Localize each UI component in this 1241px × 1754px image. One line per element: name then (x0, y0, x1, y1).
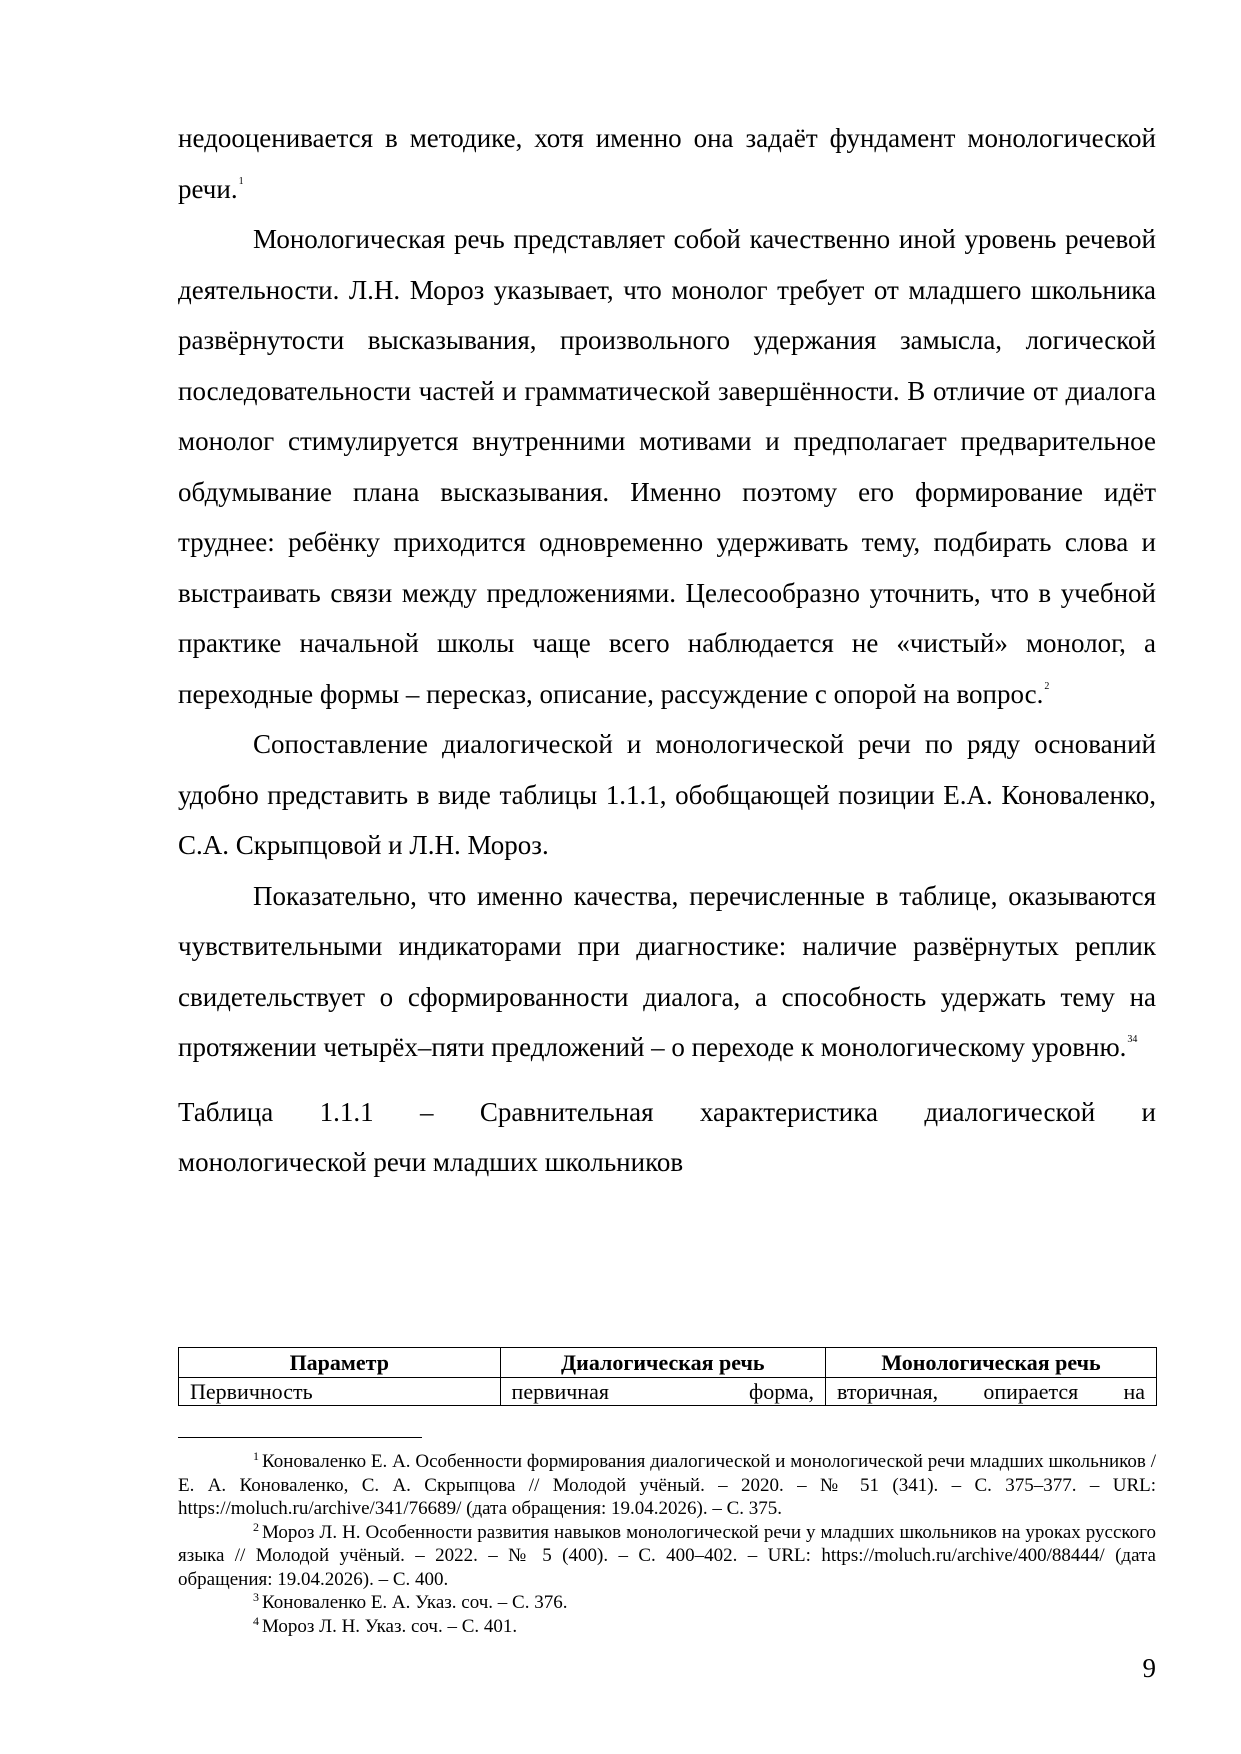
page-number: 9 (1142, 1653, 1156, 1683)
paragraph-text: Монологическая речь представляет собой качественно иной уровень речевой деятельности. Л.Н. Мороз указывает, что монолог требует от младшего школьника развёрнутости высказывания, произвольного удержания замысла, логической последовательности частей и грамматической завершённости. В отличие от диалога монолог стимулируется внутренними мотивами и предполагает предварительное обдумывание плана высказывания. Именно поэтому его формирование идёт труднее: ребёнку приходится одновременно удерживать тему, подбирать слова и выстраивать связи между предложениями. Целесообразно уточнить, что в учебной практике начальной школы чаще всего наблюдается не «чистый» монолог, а переходные формы – пересказ, описание, рассуждение с опорой на вопрос. (178, 224, 1156, 709)
paragraph-1 (178, 113, 1156, 214)
footnote-text: Коноваленко Е. А. Особенности формирования диалогической и монологической речи младших школьников / Е. А. Коноваленко, С. А. Скрыпцова // Молодой учёный. – 2020. – № 51 (341). – С. 375–377. – URL: https://moluch.ru/archive/341/76689/ (дата обращения: 19.04.2026). – С. 375. (178, 1451, 1156, 1519)
table-cell: Первичность (179, 1378, 501, 1406)
footnote-number: 2 (253, 1519, 259, 1534)
table-caption (178, 1087, 1156, 1188)
table-header-monologic: Монологическая речь (825, 1348, 1156, 1378)
table-caption-line-2: монологической речи младших школьников (178, 1147, 684, 1177)
paragraph-text: недооценивается в методике, хотя именно она задаёт фундамент монологической речи. (178, 123, 1156, 204)
footnote-separator (178, 1437, 422, 1438)
footnote-text: Мороз Л. Н. Особенности развития навыков монологической речи у младших школьников на уроках русского языка // Молодой учёный. – 2022. – № 5 (400). – С. 400–402. – URL: https://moluch.ru/archive/400/88444/ (дата обращения: 19.04.2026). – С. 400. (178, 1521, 1156, 1590)
footnote-2 (178, 1521, 1156, 1592)
footnote-text: Коноваленко Е. А. Указ. соч. – С. 376. (262, 1592, 568, 1613)
footnote-text: Мороз Л. Н. Указ. соч. – С. 401. (262, 1615, 518, 1637)
footnote-ref[interactable]: 2 (1044, 680, 1050, 692)
footnote-3 (178, 1591, 1156, 1615)
table-cell: первичная форма, (500, 1378, 825, 1406)
footnotes (178, 1450, 1156, 1638)
table-row (179, 1378, 1157, 1406)
table-cell: вторичная, опирается на (825, 1378, 1156, 1406)
footnote-ref[interactable]: 1 (238, 175, 244, 187)
comparison-table (178, 1347, 1157, 1406)
footnote-number: 1 (253, 1449, 259, 1463)
table-header-row (179, 1348, 1157, 1378)
footnote-ref[interactable]: 34 (1127, 1034, 1138, 1045)
footnote-number: 3 (253, 1590, 259, 1604)
paragraph-text: Сопоставление диалогической и монологической речи по ряду оснований удобно представить в виде таблицы 1.1.1, обобщающей позиции Е.А. Коноваленко, С.А. Скрыпцовой и Л.Н. Мороз. (178, 729, 1156, 860)
footnote-4 (178, 1615, 1156, 1639)
table-header-dialogic: Диалогическая речь (500, 1348, 825, 1378)
paragraph-2 (178, 214, 1156, 719)
footnote-1 (178, 1450, 1156, 1521)
table-caption-line-1: Таблица 1.1.1 – Сравнительная характеристика диалогической и (178, 1096, 1156, 1127)
paragraph-4 (178, 871, 1156, 1073)
paragraph-3 (178, 719, 1156, 871)
body-text (178, 113, 1156, 1215)
paragraph-text: Показательно, что именно качества, перечисленные в таблице, оказываются чувствительными индикаторами при диагностике: наличие развёрнутых реплик свидетельствует о сформированности диалога, а способность удержать тему на протяжении четырёх–пяти предложений – о переходе к монологическому уровню. (178, 880, 1156, 1062)
table-header-parameter: Параметр (179, 1348, 501, 1378)
footnote-number: 4 (253, 1613, 259, 1628)
